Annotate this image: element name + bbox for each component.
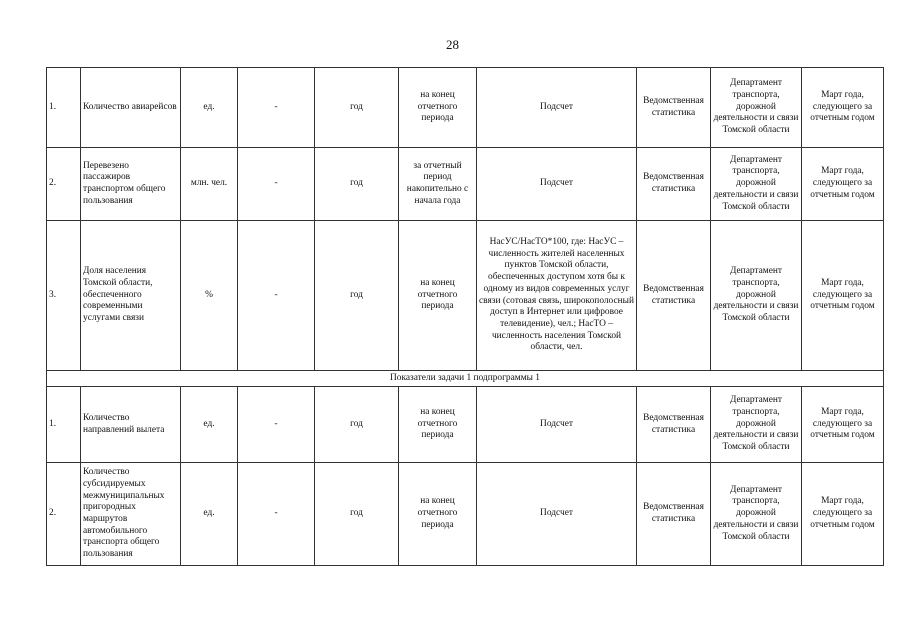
indicators-table xyxy=(46,67,884,566)
time-characteristic: на конец отчетного периода xyxy=(399,387,477,463)
time-characteristic: на конец отчетного периода xyxy=(399,221,477,371)
periodicity: год xyxy=(315,387,399,463)
dash: - xyxy=(238,148,315,221)
unit: ед. xyxy=(181,387,238,463)
unit: млн. чел. xyxy=(181,148,238,221)
calculation-method: Подсчет xyxy=(477,387,637,463)
unit: ед. xyxy=(181,463,238,566)
unit: % xyxy=(181,221,238,371)
data-source: Ведомственная статистика xyxy=(637,387,711,463)
deadline: Март года, следующего за отчетным годом xyxy=(802,148,884,221)
deadline: Март года, следующего за отчетным годом xyxy=(802,387,884,463)
indicator-name: Количество субсидируемых межмуниципальных пригородных маршрутов автомобильного транспорта общего пользования xyxy=(81,463,181,566)
table-row xyxy=(47,463,884,566)
indicator-name: Доля населения Томской области, обеспеченного современными услугами связи xyxy=(81,221,181,371)
row-number: 3. xyxy=(47,221,81,371)
responsible: Департамент транспорта, дорожной деятельности и связи Томской области xyxy=(711,148,802,221)
calculation-method: НасУС/НасТО*100, где: НасУС – численность жителей населенных пунктов Томской области, обеспеченных доступом хотя бы к одному из видов современных услуг связи (сотовая связь, широкополосный доступ в Интернет или цифровое телевидение), чел.; НасТО – численность населения Томской области, чел. xyxy=(477,221,637,371)
dash: - xyxy=(238,221,315,371)
periodicity: год xyxy=(315,221,399,371)
table-row xyxy=(47,387,884,463)
data-source: Ведомственная статистика xyxy=(637,221,711,371)
dash: - xyxy=(238,463,315,566)
deadline: Март года, следующего за отчетным годом xyxy=(802,463,884,566)
row-number: 2. xyxy=(47,148,81,221)
periodicity: год xyxy=(315,463,399,566)
time-characteristic: на конец отчетного периода xyxy=(399,68,477,148)
time-characteristic: за отчетный период накопительно с начала года xyxy=(399,148,477,221)
data-source: Ведомственная статистика xyxy=(637,68,711,148)
table-row xyxy=(47,148,884,221)
dash: - xyxy=(238,68,315,148)
page-number: 28 xyxy=(446,37,459,52)
data-source: Ведомственная статистика xyxy=(637,148,711,221)
indicator-name: Перевезено пассажиров транспортом общего пользования xyxy=(81,148,181,221)
periodicity: год xyxy=(315,68,399,148)
periodicity: год xyxy=(315,148,399,221)
indicator-name: Количество авиарейсов xyxy=(81,68,181,148)
responsible: Департамент транспорта, дорожной деятельности и связи Томской области xyxy=(711,463,802,566)
section-row xyxy=(47,371,884,387)
section-title: Показатели задачи 1 подпрограммы 1 xyxy=(47,371,884,387)
responsible: Департамент транспорта, дорожной деятельности и связи Томской области xyxy=(711,387,802,463)
dash: - xyxy=(238,387,315,463)
row-number: 2. xyxy=(47,463,81,566)
responsible: Департамент транспорта, дорожной деятельности и связи Томской области xyxy=(711,221,802,371)
unit: ед. xyxy=(181,68,238,148)
table-row xyxy=(47,221,884,371)
row-number: 1. xyxy=(47,68,81,148)
deadline: Март года, следующего за отчетным годом xyxy=(802,68,884,148)
deadline: Март года, следующего за отчетным годом xyxy=(802,221,884,371)
responsible: Департамент транспорта, дорожной деятельности и связи Томской области xyxy=(711,68,802,148)
calculation-method: Подсчет xyxy=(477,148,637,221)
calculation-method: Подсчет xyxy=(477,68,637,148)
time-characteristic: на конец отчетного периода xyxy=(399,463,477,566)
calculation-method: Подсчет xyxy=(477,463,637,566)
indicator-name: Количество направлений вылета xyxy=(81,387,181,463)
data-source: Ведомственная статистика xyxy=(637,463,711,566)
row-number: 1. xyxy=(47,387,81,463)
table-row xyxy=(47,68,884,148)
